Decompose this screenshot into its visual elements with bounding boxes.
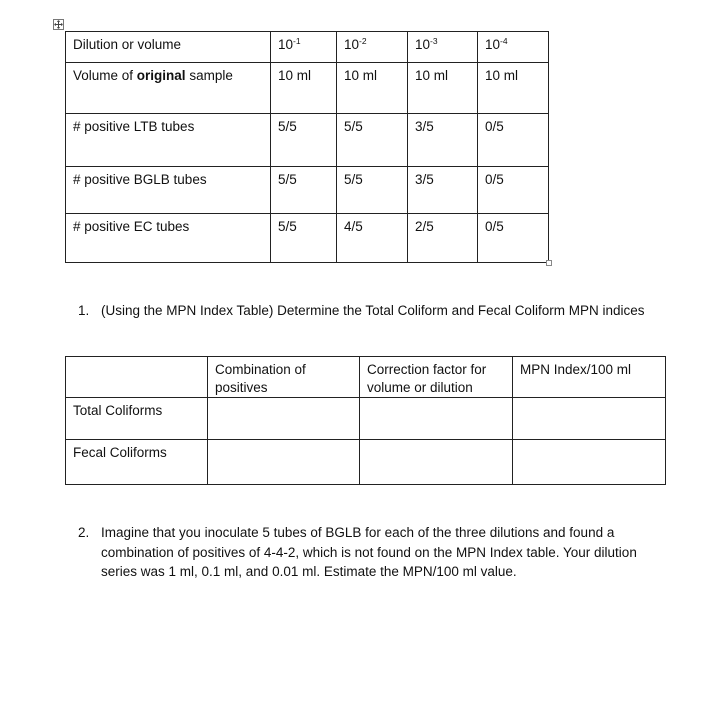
bglb-cell[interactable]: 0/5 <box>478 167 549 214</box>
correction-factor-header[interactable]: Correction factor for volume or dilution <box>360 357 513 398</box>
total-combination-cell[interactable] <box>208 398 360 440</box>
total-coliforms-label[interactable]: Total Coliforms <box>66 398 208 440</box>
question-1-number: 1. <box>78 303 90 318</box>
mpn-index-table <box>65 356 666 485</box>
fecal-correction-cell[interactable] <box>360 440 513 485</box>
fecal-coliforms-label[interactable]: Fecal Coliforms <box>66 440 208 485</box>
question-1-text[interactable]: (Using the MPN Index Table) Determine the Total Coliform and Fecal Coliform MPN indices <box>101 303 645 318</box>
table-resize-handle[interactable] <box>546 260 552 266</box>
fecal-mpn-cell[interactable] <box>513 440 666 485</box>
question-2-number: 2. <box>78 525 90 540</box>
fecal-combination-cell[interactable] <box>208 440 360 485</box>
dilution-label-cell[interactable] <box>66 32 271 63</box>
bglb-row <box>66 167 549 214</box>
mpn-index-header[interactable]: MPN Index/100 ml <box>513 357 666 398</box>
ec-cell[interactable]: 2/5 <box>408 214 478 263</box>
table-move-handle-icon[interactable] <box>53 19 64 30</box>
total-coliforms-row <box>66 398 666 440</box>
ec-cell[interactable]: 0/5 <box>478 214 549 263</box>
dilution-cell[interactable]: $10^{-2}$ <box>337 32 408 63</box>
ec-cell[interactable]: 4/5 <box>337 214 408 263</box>
question-2 <box>78 523 658 582</box>
dilution-cell[interactable]: $10^{-1}$ <box>271 32 337 63</box>
volume-cell[interactable]: 10 ml <box>337 63 408 114</box>
bglb-cell[interactable]: 5/5 <box>271 167 337 214</box>
question-2-text[interactable]: Imagine that you inoculate 5 tubes of BGLB for each of the three dilutions and found a combination of positives of 4-4-2, which is not found on the MPN Index table. Your dilution series was 1 ml, 0.1 ml, and 0.01 ml. Estimate the MPN/100 ml value. <box>101 525 637 579</box>
ltb-cell[interactable]: 5/5 <box>337 114 408 167</box>
dilution-label: Dilution or volume <box>73 37 182 52</box>
mpn-header-row <box>66 357 666 398</box>
dilution-results-table <box>65 31 549 263</box>
volume-cell[interactable]: 10 ml <box>478 63 549 114</box>
combination-header[interactable]: Combination of positives <box>208 357 360 398</box>
volume-cell[interactable]: 10 ml <box>408 63 478 114</box>
ltb-cell[interactable]: 5/5 <box>271 114 337 167</box>
ltb-label-cell[interactable]: # positive LTB tubes <box>66 114 271 167</box>
bglb-cell[interactable]: 3/5 <box>408 167 478 214</box>
ec-cell[interactable]: 5/5 <box>271 214 337 263</box>
volume-label-cell[interactable]: Volume of original sample <box>66 63 271 114</box>
volume-row <box>66 63 549 114</box>
ec-label-cell[interactable]: # positive EC tubes <box>66 214 271 263</box>
mpn-header-empty-cell[interactable] <box>66 357 208 398</box>
ltb-cell[interactable]: 0/5 <box>478 114 549 167</box>
bglb-cell[interactable]: 5/5 <box>337 167 408 214</box>
total-mpn-cell[interactable] <box>513 398 666 440</box>
dilution-header-row <box>66 32 549 63</box>
fecal-coliforms-row <box>66 440 666 485</box>
ec-row <box>66 214 549 263</box>
dilution-cell[interactable]: $10^{-4}$ <box>478 32 549 63</box>
question-1 <box>78 301 658 321</box>
bglb-label-cell[interactable]: # positive BGLB tubes <box>66 167 271 214</box>
total-correction-cell[interactable] <box>360 398 513 440</box>
volume-cell[interactable]: 10 ml <box>271 63 337 114</box>
ltb-cell[interactable]: 3/5 <box>408 114 478 167</box>
dilution-cell[interactable]: $10^{-3}$ <box>408 32 478 63</box>
ltb-row <box>66 114 549 167</box>
